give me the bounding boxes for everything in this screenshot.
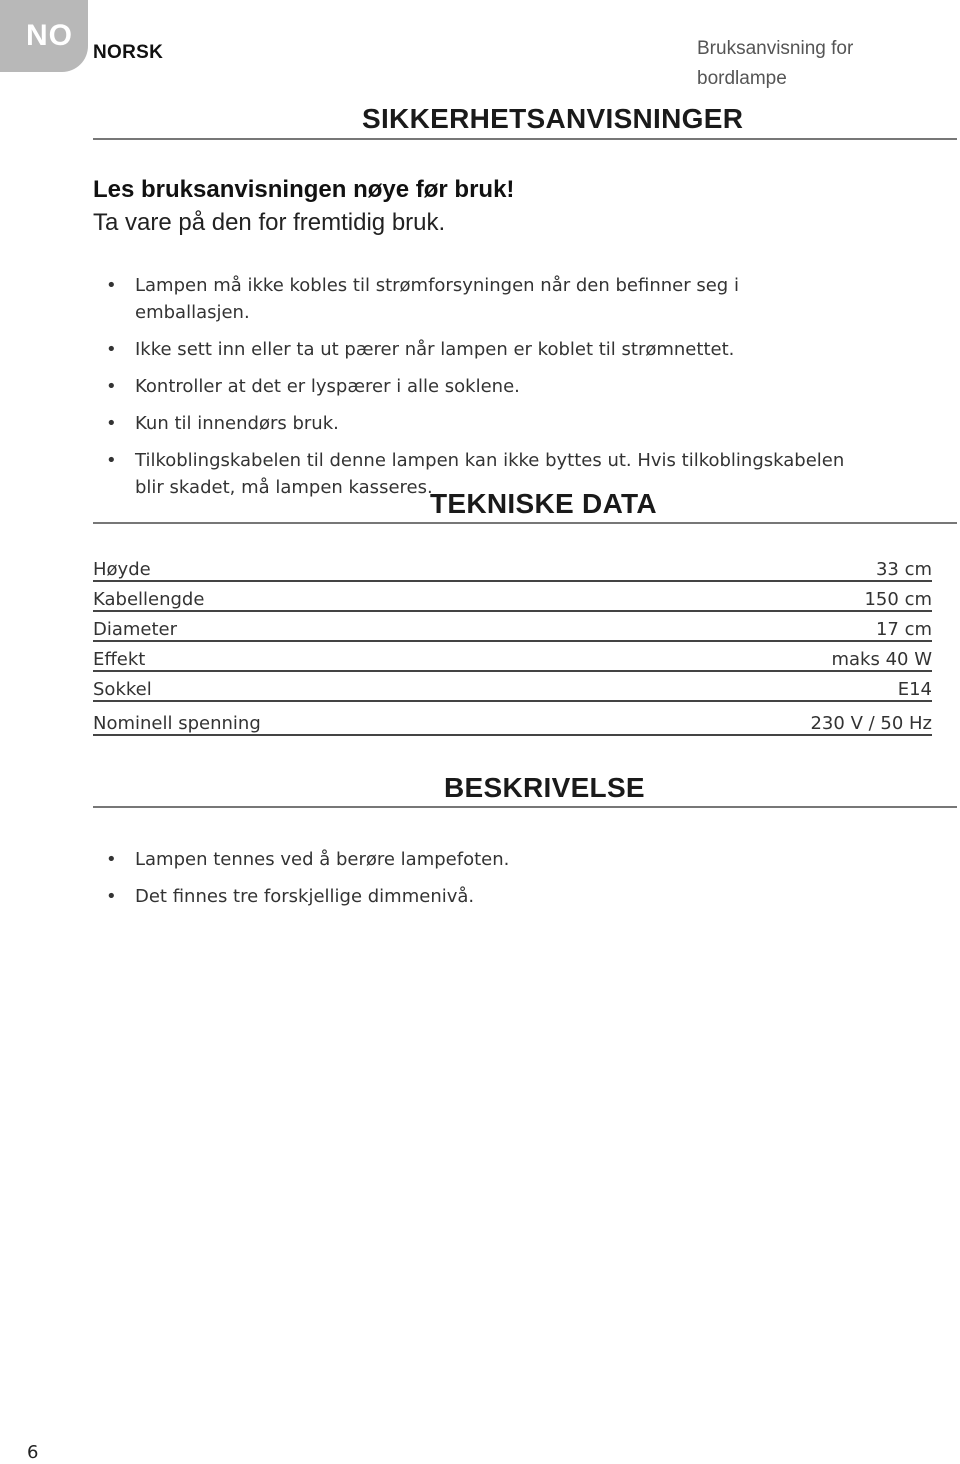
table-row xyxy=(93,552,932,581)
document-title: Bruksanvisning for bordlampe xyxy=(697,38,854,89)
language-tab: NO xyxy=(0,0,88,72)
description-divider xyxy=(93,806,957,808)
spec-value: 17 cm xyxy=(580,611,932,641)
table-row xyxy=(93,671,932,701)
language-name: NORSK xyxy=(93,42,164,63)
bullet-icon: • xyxy=(106,849,117,870)
spec-value: maks 40 W xyxy=(580,641,932,671)
list-item xyxy=(106,410,846,437)
list-item-text: Tilkoblingskabelen til denne lampen kan ikke byttes ut. Hvis tilkoblingskabelen blir skadet, må lampen kasseres. xyxy=(135,450,845,498)
spec-label: Høyde xyxy=(93,552,580,581)
bullet-icon: • xyxy=(106,413,117,434)
spec-label: Kabellengde xyxy=(93,581,580,611)
list-item-text: Lampen må ikke kobles til strømforsyningen når den befinner seg i emballasjen. xyxy=(135,275,739,323)
spec-label: Sokkel xyxy=(93,671,580,701)
table-row xyxy=(93,611,932,641)
safety-intro-normal: Ta vare på den for fremtidig bruk. xyxy=(93,209,446,236)
list-item-text: Kun til innendørs bruk. xyxy=(135,413,339,434)
table-row xyxy=(93,701,932,735)
safety-heading: SIKKERHETSANVISNINGER xyxy=(362,103,744,134)
list-item-text: Lampen tennes ved å berøre lampefoten. xyxy=(135,849,510,870)
list-item xyxy=(106,883,846,910)
spec-table xyxy=(93,552,932,736)
list-item xyxy=(106,846,846,873)
spec-label: Nominell spenning xyxy=(93,701,580,735)
description-heading: BESKRIVELSE xyxy=(444,772,645,803)
technical-divider xyxy=(93,522,957,524)
spec-value: 33 cm xyxy=(580,552,932,581)
list-item-text: Kontroller at det er lyspærer i alle soklene. xyxy=(135,376,520,397)
list-item xyxy=(106,373,846,400)
list-item-text: Det finnes tre forskjellige dimmenivå. xyxy=(135,886,475,907)
technical-heading: TEKNISKE DATA xyxy=(430,488,657,519)
safety-intro-bold: Les bruksanvisningen nøye før bruk! xyxy=(93,176,515,203)
bullet-icon: • xyxy=(106,450,117,471)
bullet-icon: • xyxy=(106,339,117,360)
spec-value: 230 V / 50 Hz xyxy=(580,701,932,735)
spec-value: E14 xyxy=(580,671,932,701)
bullet-icon: • xyxy=(106,886,117,907)
description-list xyxy=(106,846,846,920)
bullet-icon: • xyxy=(106,376,117,397)
spec-value: 150 cm xyxy=(580,581,932,611)
spec-label: Effekt xyxy=(93,641,580,671)
safety-list xyxy=(106,272,846,511)
list-item xyxy=(106,336,846,363)
list-item-text: Ikke sett inn eller ta ut pærer når lampen er koblet til strømnettet. xyxy=(135,339,735,360)
table-row xyxy=(93,581,932,611)
page-number: 6 xyxy=(27,1442,39,1463)
table-row xyxy=(93,641,932,671)
bullet-icon: • xyxy=(106,275,117,296)
safety-divider xyxy=(93,138,957,140)
list-item xyxy=(106,272,846,326)
spec-label: Diameter xyxy=(93,611,580,641)
